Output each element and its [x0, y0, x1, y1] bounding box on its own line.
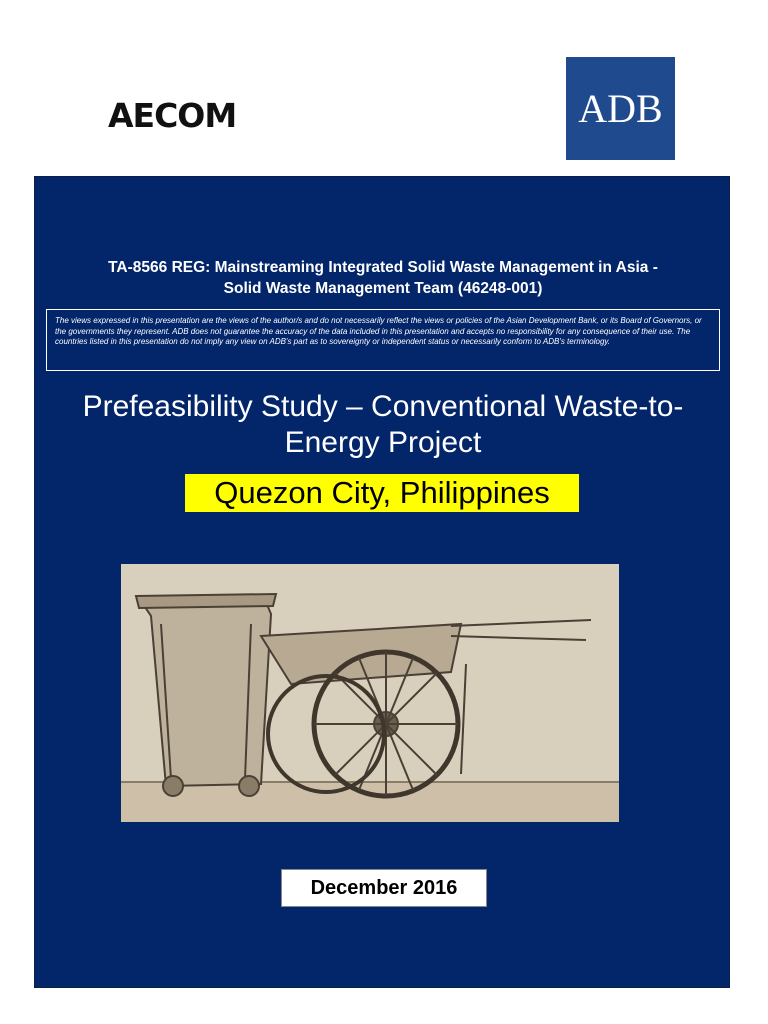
cover-photo — [121, 564, 619, 822]
location-highlight: Quezon City, Philippines — [185, 474, 579, 512]
project-title-line-1: TA-8566 REG: Mainstreaming Integrated Solid Waste Management in Asia - — [108, 259, 658, 276]
aecom-logo: AECOM — [108, 96, 237, 135]
study-title-line-1: Prefeasibility Study – Conventional Waste-to- — [82, 390, 684, 423]
waste-cart-illustration — [121, 564, 619, 822]
project-title — [55, 257, 711, 299]
adb-logo: ADB — [566, 57, 675, 160]
disclaimer-box: The views expressed in this presentation are the views of the author/s and do not necessarily reflect the views or policies of the Asian Development Bank, or its Board of Governors, or the governments they represent. ADB does not guarantee the accuracy of the data included in this presentation and accepts no responsibility for any consequence of their use. The countries listed in this presentation do not imply any view on ADB's part as to sovereignty or independent status or necessarily conform to ADB's terminology. — [46, 309, 720, 371]
date-box: December 2016 — [281, 869, 487, 907]
project-title-line-2: Solid Waste Management Team (46248-001) — [223, 280, 543, 297]
cover-panel — [34, 176, 730, 988]
study-title — [35, 389, 731, 461]
study-title-line-2: Energy Project — [284, 426, 482, 459]
